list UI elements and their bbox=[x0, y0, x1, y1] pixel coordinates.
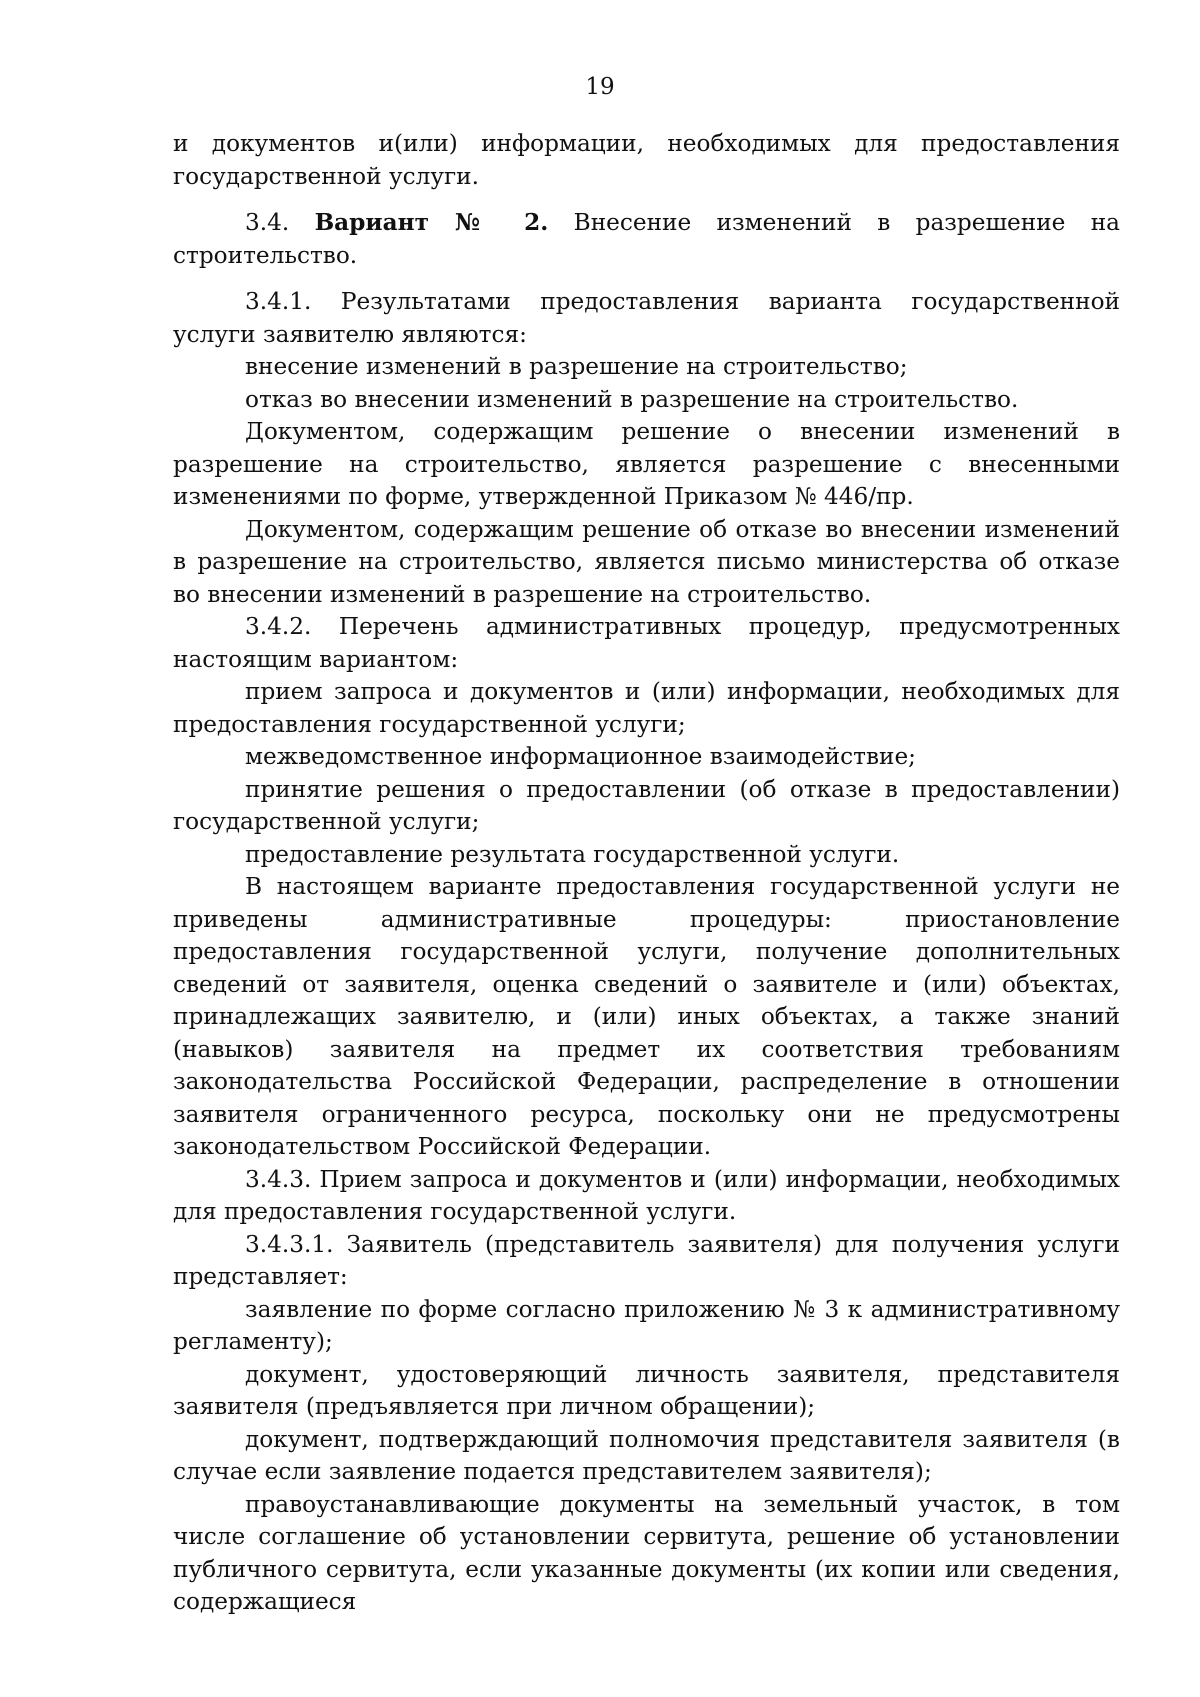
list-item-document-1: заявление по форме согласно приложению № 3 к административному регламенту); bbox=[173, 1295, 1120, 1355]
paragraph-3-4-3: 3.4.3. Прием запроса и документов и (или) информации, необходимых для предоставления государственной услуги. bbox=[173, 1165, 1120, 1225]
list-item-document-4: правоустанавливающие документы на земельный участок, в том числе соглашение об установлении сервитута, решение об установлении публичного сервитута, если указанные документы (их копии или сведения, содержащиеся bbox=[173, 1490, 1120, 1615]
list-item-result-2: отказ во внесении изменений в разрешение на строительство. bbox=[245, 385, 1019, 413]
section-number: 3.4. bbox=[245, 209, 290, 236]
list-item-procedure-2: межведомственное информационное взаимодействие; bbox=[245, 743, 916, 770]
list-item-result-1: внесение изменений в разрешение на строительство; bbox=[245, 353, 908, 380]
list-item-procedure-1: прием запроса и документов и (или) информации, необходимых для предоставления государственной услуги; bbox=[173, 678, 1120, 738]
list-item-procedure-4: предоставление результата государственной услуги. bbox=[245, 840, 900, 868]
paragraph-continuation: и документов и(или) информации, необходимых для предоставления государственной услуги. bbox=[173, 130, 1120, 190]
list-item-document-2: документ, удостоверяющий личность заявителя, представителя заявителя (предъявляется при личном обращении); bbox=[173, 1360, 1120, 1420]
paragraph-excluded-procedures: В настоящем варианте предоставления государственной услуги не приведены административные процедуры: приостановление предоставления государственной услуги, получение дополнительных сведений от заявителя, оценка сведений о заявителе и (или) объектах, принадлежащих заявителю, и (или) иных объектах, а также знаний (навыков) заявителя на предмет их соответствия требованиям законодательства Российской Федерации, распределение в отношении заявителя ограниченного ресурса, поскольку они не предусмотрены законодательством Российской Федерации. bbox=[173, 873, 1120, 1160]
section-heading bbox=[173, 207, 1120, 272]
paragraph-document-decision: Документом, содержащим решение о внесении изменений в разрешение на строительство, является разрешение с внесенными изменениями по форме, утвержденной Приказом № 446/пр. bbox=[173, 418, 1120, 510]
paragraph-3-4-3-1: 3.4.3.1. Заявитель (представитель заявителя) для получения услуги представляет: bbox=[173, 1230, 1120, 1290]
list-item-document-3: документ, подтверждающий полномочия представителя заявителя (в случае если заявление подается представителем заявителя); bbox=[173, 1425, 1120, 1485]
section-title: Внесение изменений в разрешение на строительство. bbox=[173, 209, 1120, 269]
list-item-procedure-3: принятие решения о предоставлении (об отказе в предоставлении) государственной услуги; bbox=[173, 775, 1120, 835]
paragraph-3-4-1: 3.4.1. Результатами предоставления варианта государственной услуги заявителю являются: bbox=[173, 288, 1120, 348]
section-variant-label: Вариант № 2. bbox=[314, 209, 549, 236]
paragraph-3-4-2: 3.4.2. Перечень административных процедур, предусмотренных настоящим вариантом: bbox=[173, 613, 1120, 673]
paragraph-document-refusal: Документом, содержащим решение об отказе во внесении изменений в разрешение на строительство, является письмо министерства об отказе во внесении изменений в разрешение на строительство. bbox=[173, 515, 1120, 608]
document-body bbox=[173, 128, 1120, 1619]
page-number: 19 bbox=[585, 74, 615, 100]
